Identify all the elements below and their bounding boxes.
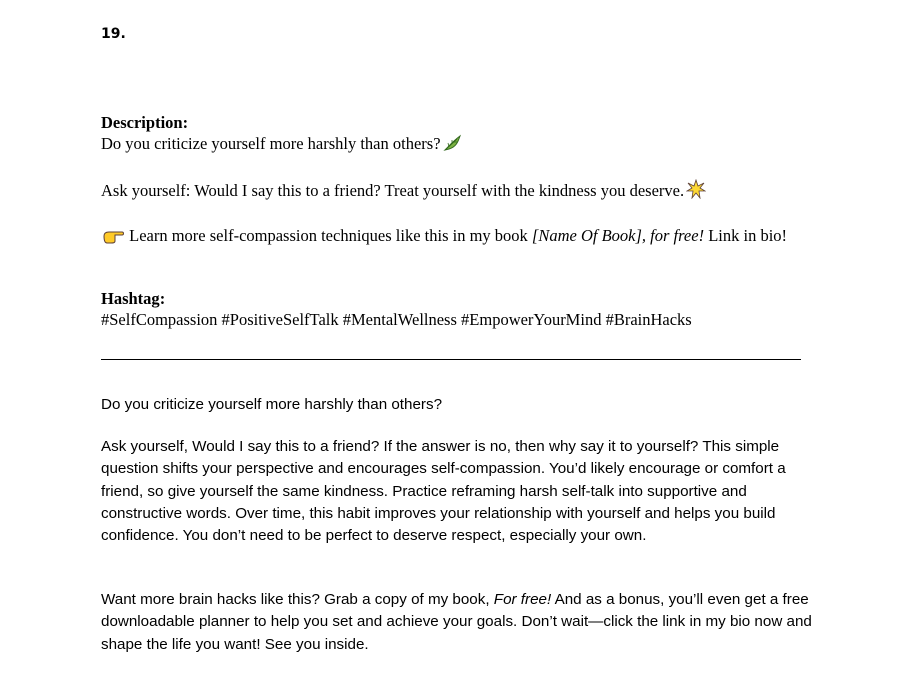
pointing-hand-icon (103, 228, 125, 244)
book-title: [Name Of Book], for free! (531, 226, 705, 245)
closing-paragraph: Want more brain hacks like this? Grab a copy of my book, For free! And as a bonus, you’ll even get a free downloadable planner to help you set and achieve your goals. Don’t wait—click the link in my bio now and shape the life you want! See you inside. (101, 591, 812, 653)
sparkle-icon (686, 179, 706, 199)
item-number: 19. (101, 26, 126, 42)
hashtag-list: #SelfCompassion #PositiveSelfTalk #MentalWellness #EmpowerYourMind #BrainHacks (101, 310, 692, 329)
divider (101, 359, 801, 360)
leaf-icon (443, 134, 463, 152)
body-paragraph: Ask yourself, Would I say this to a friend? If the answer is no, then why say it to yourself? This simple question shifts your perspective and encourages self-compassion. You’d likely encourage or comfort a friend, so give yourself the same kindness. Practice reframing harsh self-talk into supportive and constructive words. Over time, this habit improves your relationship with yourself and helps you build confidence. You don’t need to be perfect to deserve respect, especially your own. (101, 438, 786, 545)
closing-italic: For free! (493, 591, 552, 608)
description-ask: Ask yourself: Would I say this to a friend? Treat yourself with the kindness you deserve. (101, 179, 821, 201)
description-block (101, 112, 821, 154)
cta-line: Learn more self-compassion techniques like this in my book [Name Of Book], for free! Link in bio! (101, 225, 821, 246)
hashtag-block (101, 288, 821, 330)
description-question: Do you criticize yourself more harshly than others? (101, 134, 441, 153)
description-label: Description: (101, 113, 189, 132)
body-question: Do you criticize yourself more harshly than others? (101, 396, 443, 413)
hashtag-label: Hashtag: (101, 289, 166, 308)
